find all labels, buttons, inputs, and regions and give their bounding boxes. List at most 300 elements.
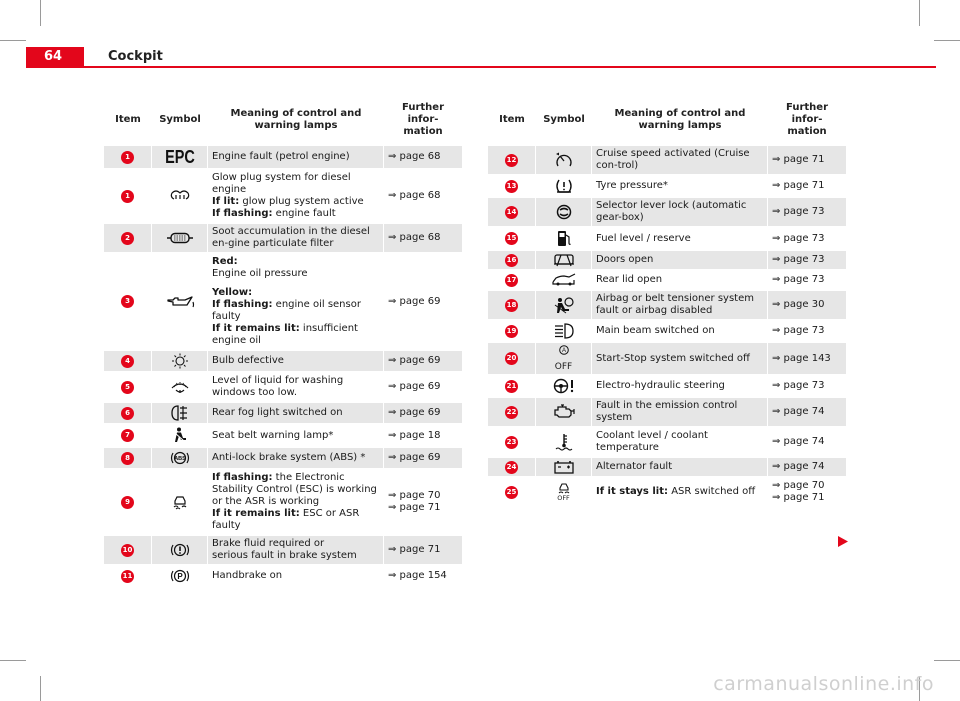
item-cell [104, 403, 152, 423]
meaning-line [212, 508, 379, 532]
page-reference-link[interactable]: ⇒ page 71 [388, 544, 441, 555]
further-info-cell [768, 251, 846, 269]
further-info-cell [768, 198, 846, 226]
crop-mark [934, 40, 960, 41]
symbol-cell [536, 478, 592, 506]
page-reference-link[interactable]: ⇒ page 73 [772, 254, 825, 265]
further-info-cell [384, 254, 462, 349]
meaning-text: Fuel level / reserve [596, 232, 691, 244]
item-number-badge: 2 [121, 232, 134, 245]
further-info-cell [768, 228, 846, 249]
crop-mark [0, 660, 26, 661]
item-cell [488, 228, 536, 249]
item-cell [104, 170, 152, 222]
meaning-text: engine fault [272, 208, 336, 219]
item-cell [488, 321, 536, 341]
table-row [104, 403, 462, 423]
column-header-meaning: Meaning of control and warning lamps [592, 100, 768, 144]
meaning-line [596, 293, 763, 317]
item-number-badge: 16 [505, 254, 518, 267]
meaning-cell [592, 478, 768, 506]
meaning-cell [592, 198, 768, 226]
meaning-cell [208, 284, 384, 349]
symbol-cell [536, 428, 592, 456]
meaning-text: Seat belt warning lamp* [212, 429, 334, 441]
page-reference-link[interactable]: ⇒ page 70 [388, 490, 441, 501]
meaning-line [212, 268, 379, 280]
symbol-cell [152, 425, 208, 446]
symbol-cell [152, 470, 208, 534]
meaning-text: ASR switched off [668, 486, 756, 497]
meaning-emphasis: Yellow: [212, 287, 253, 298]
main-beam-icon [540, 323, 587, 339]
table-row [104, 170, 462, 222]
glow-plug-icon [156, 190, 203, 202]
meaning-text: Engine oil pressure [212, 268, 308, 279]
meaning-line [596, 180, 763, 192]
item-number-badge: 24 [505, 461, 518, 474]
meaning-cell [208, 146, 384, 168]
page-reference-link[interactable]: ⇒ page 69 [388, 355, 441, 366]
item-number-badge: 11 [121, 570, 134, 583]
esc-icon [156, 494, 203, 510]
meaning-line [596, 400, 763, 424]
table-row [104, 448, 462, 468]
bulb-icon [156, 353, 203, 369]
page-reference-link[interactable]: ⇒ page 73 [772, 232, 825, 244]
symbol-cell [536, 228, 592, 249]
meaning-line [596, 200, 763, 224]
further-info-cell [384, 470, 462, 534]
item-number-badge: 23 [505, 436, 518, 449]
seat-belt-icon [156, 427, 203, 444]
meaning-emphasis: If lit: [212, 196, 240, 207]
column-header-further: Further infor-mation [384, 100, 462, 144]
meaning-text: Cruise speed activated (Cruise con-trol) [596, 148, 750, 171]
meaning-line [212, 538, 379, 550]
table-row [488, 176, 846, 196]
item-number-badge: 8 [121, 452, 134, 465]
meaning-cell [592, 271, 768, 289]
further-info-cell [384, 566, 462, 586]
selector-lever-lock-icon [540, 204, 587, 220]
column-header-symbol: Symbol [152, 100, 208, 144]
table-row [104, 425, 462, 446]
icon-caption: OFF [557, 494, 570, 503]
meaning-text: Airbag or belt tensioner system fault or airbag disabled [596, 293, 754, 316]
meaning-line [212, 430, 379, 442]
meaning-cell [592, 398, 768, 426]
meaning-text: Alternator fault [596, 461, 673, 472]
further-info-cell [768, 271, 846, 289]
meaning-text: Doors open [596, 254, 654, 265]
page-reference-link[interactable]: ⇒ page 68 [388, 190, 441, 201]
item-number-badge: 6 [121, 407, 134, 420]
symbol-cell [152, 146, 208, 168]
symbol-cell [152, 254, 208, 349]
meaning-text: Anti-lock brake system (ABS) * [212, 452, 366, 463]
symbol-cell [152, 373, 208, 401]
item-cell [488, 176, 536, 196]
meaning-text: Coolant level / coolant temperature [596, 430, 708, 453]
table-row [104, 566, 462, 586]
further-info-cell [768, 376, 846, 396]
meaning-text: Tyre pressure* [596, 180, 668, 191]
table-row [488, 376, 846, 396]
further-info-cell [384, 146, 462, 168]
further-info-cell [768, 398, 846, 426]
further-info-cell [384, 224, 462, 252]
warning-lamps-table-right [488, 98, 846, 508]
item-cell [488, 291, 536, 319]
crop-mark [919, 0, 920, 26]
fuel-pump-icon [540, 230, 587, 247]
symbol-cell [152, 170, 208, 222]
further-info-cell [768, 176, 846, 196]
abs-icon [156, 450, 203, 466]
meaning-line [212, 550, 379, 562]
item-cell [104, 254, 152, 349]
meaning-text: Start-Stop system switched off [596, 352, 750, 364]
meaning-cell [592, 321, 768, 341]
symbol-cell [536, 251, 592, 269]
table-row [104, 536, 462, 564]
page-title: Cockpit [108, 49, 163, 64]
meaning-cell [208, 403, 384, 423]
further-info-cell [768, 321, 846, 341]
svg-text:EPC: EPC [164, 148, 195, 166]
page-reference-link[interactable]: ⇒ page 69 [388, 295, 441, 307]
item-number-badge: 1 [121, 190, 134, 203]
page-reference-link[interactable]: ⇒ page 74 [772, 406, 825, 417]
meaning-cell [592, 428, 768, 456]
meaning-cell [208, 448, 384, 468]
symbol-cell [152, 448, 208, 468]
item-number-badge: 7 [121, 429, 134, 442]
item-number-badge: 10 [121, 544, 134, 557]
item-cell [488, 458, 536, 476]
header-rule [84, 66, 936, 68]
item-number-badge: 25 [505, 486, 518, 499]
meaning-line [212, 299, 379, 323]
item-number-badge: 4 [121, 355, 134, 368]
meaning-line [596, 254, 763, 266]
item-number-badge: 1 [121, 151, 134, 164]
item-number-badge: 15 [505, 232, 518, 245]
symbol-cell [152, 403, 208, 423]
item-cell [104, 448, 152, 468]
page-reference-link[interactable]: ⇒ page 73 [772, 380, 825, 391]
symbol-cell [152, 566, 208, 586]
meaning-cell [592, 458, 768, 476]
item-cell [488, 478, 536, 506]
page-reference-link[interactable]: ⇒ page 69 [388, 407, 441, 418]
meaning-cell [592, 291, 768, 319]
item-cell [488, 271, 536, 289]
symbol-cell [536, 146, 592, 174]
page-reference-link[interactable]: ⇒ page 71 [772, 154, 825, 165]
symbol-cell [536, 398, 592, 426]
item-cell [104, 146, 152, 168]
further-info-cell [768, 343, 846, 374]
meaning-line [212, 151, 379, 163]
meaning-text: Handbrake on [212, 570, 283, 581]
table-row [488, 458, 846, 476]
item-number-badge: 20 [505, 352, 518, 365]
page-reference-link[interactable]: ⇒ page 71 [772, 492, 825, 503]
meaning-cell [208, 425, 384, 446]
meaning-text: Bulb defective [212, 355, 284, 366]
icon-caption: OFF [554, 362, 573, 372]
meaning-text: Electro-hydraulic steering [596, 380, 725, 391]
page-reference-link[interactable]: ⇒ page 68 [388, 151, 441, 162]
meaning-line [212, 208, 379, 220]
meaning-cell [592, 176, 768, 196]
meaning-text: serious fault in brake system [212, 550, 357, 561]
item-cell [104, 373, 152, 401]
item-number-badge: 21 [505, 380, 518, 393]
item-number-badge: 14 [505, 206, 518, 219]
meaning-cell [592, 251, 768, 269]
item-number-badge: 12 [505, 154, 518, 167]
table-row [488, 321, 846, 341]
diesel-particulate-filter-icon [156, 232, 203, 244]
item-number-badge: 18 [505, 299, 518, 312]
meaning-text: insufficient engine oil [212, 323, 358, 346]
meaning-text: Soot accumulation in the diesel en-gine particulate filter [212, 226, 370, 249]
crop-mark [0, 40, 26, 41]
meaning-line [212, 256, 379, 268]
table-row [104, 373, 462, 401]
crop-mark [934, 660, 960, 661]
table-row [488, 251, 846, 269]
meaning-text: Rear fog light switched on [212, 407, 343, 418]
table-row [488, 198, 846, 226]
further-info-cell [384, 425, 462, 446]
meaning-line [212, 472, 379, 508]
tyre-pressure-icon [540, 178, 587, 194]
meaning-line [596, 461, 763, 473]
meaning-line [596, 148, 763, 172]
epc-icon [156, 148, 203, 166]
table-row [488, 478, 846, 506]
item-cell [104, 566, 152, 586]
page-reference-link[interactable]: ⇒ page 73 [772, 206, 825, 217]
page-reference-link[interactable]: ⇒ page 74 [772, 436, 825, 447]
further-info-cell [768, 458, 846, 476]
svg-text:ABS: ABS [173, 456, 186, 462]
rear-fog-light-icon [156, 405, 203, 421]
meaning-text: Level of liquid for washing windows too low. [212, 375, 344, 398]
symbol-cell [536, 291, 592, 319]
page-reference-link[interactable]: ⇒ page 154 [388, 570, 447, 581]
symbol-cell [536, 458, 592, 476]
meaning-emphasis: If it remains lit: [212, 323, 300, 334]
item-number-badge: 3 [121, 295, 134, 308]
column-header-further: Further infor-mation [768, 100, 846, 144]
meaning-cell [592, 343, 768, 374]
further-info-cell [384, 403, 462, 423]
meaning-line [596, 353, 763, 365]
further-info-cell [384, 536, 462, 564]
further-info-cell [384, 351, 462, 371]
item-cell [104, 470, 152, 534]
meaning-line [596, 233, 763, 245]
further-info-cell [768, 478, 846, 506]
page-reference-link[interactable]: ⇒ page 69 [388, 452, 441, 463]
item-cell [488, 146, 536, 174]
meaning-emphasis: If flashing: [212, 299, 273, 310]
meaning-text: Glow plug system for diesel engine [212, 172, 351, 195]
further-info-cell [768, 146, 846, 174]
symbol-cell [536, 376, 592, 396]
rear-lid-open-icon [540, 273, 587, 287]
column-header-item: Item [104, 100, 152, 144]
battery-icon [540, 460, 587, 474]
further-info-cell [384, 373, 462, 401]
item-cell [104, 536, 152, 564]
meaning-line [212, 407, 379, 419]
symbol-cell [536, 271, 592, 289]
meaning-text: ESC or ASR faulty [212, 508, 360, 531]
meaning-text: the Electronic Stability Control (ESC) is working or the ASR is working [212, 472, 377, 507]
meaning-emphasis: If it remains lit: [212, 508, 300, 519]
meaning-cell [592, 228, 768, 249]
watermark: carmanualsonline.info [713, 673, 934, 695]
page-reference-link[interactable]: ⇒ page 71 [772, 180, 825, 191]
meaning-text: Brake fluid required or [212, 538, 325, 549]
brake-warning-icon [156, 542, 203, 558]
item-cell [104, 224, 152, 252]
item-number-badge: 17 [505, 274, 518, 287]
page-reference-link[interactable]: ⇒ page 30 [772, 299, 825, 310]
meaning-line [212, 226, 379, 250]
table-row [488, 228, 846, 249]
airbag-icon [540, 297, 587, 314]
item-cell [488, 398, 536, 426]
column-header-symbol: Symbol [536, 100, 592, 144]
table-row [488, 291, 846, 319]
page-reference-link[interactable]: ⇒ page 71 [388, 502, 441, 513]
further-info-cell [768, 291, 846, 319]
svg-text:A: A [561, 348, 566, 354]
item-number-badge: 9 [121, 496, 134, 509]
symbol-cell [536, 198, 592, 226]
steering-warning-icon [540, 378, 587, 394]
meaning-line [596, 380, 763, 392]
table-row [104, 351, 462, 371]
item-cell [488, 428, 536, 456]
meaning-line [596, 430, 763, 454]
table-row [104, 254, 462, 282]
meaning-line [212, 570, 379, 582]
meaning-line [212, 375, 379, 399]
meaning-line [212, 172, 379, 196]
page-reference-link[interactable]: ⇒ page 73 [772, 274, 825, 285]
table-row [488, 398, 846, 426]
meaning-line [212, 196, 379, 208]
table-row [488, 271, 846, 289]
meaning-cell [208, 351, 384, 371]
meaning-text: glow plug system active [239, 196, 364, 207]
page-reference-link[interactable]: ⇒ page 69 [388, 381, 441, 392]
meaning-text: Engine fault (petrol engine) [212, 151, 350, 162]
meaning-line [212, 355, 379, 367]
column-header-item: Item [488, 100, 536, 144]
meaning-cell [208, 566, 384, 586]
symbol-cell [152, 536, 208, 564]
item-number-badge: 5 [121, 381, 134, 394]
meaning-cell [592, 146, 768, 174]
crop-mark [40, 676, 41, 701]
item-cell [488, 198, 536, 226]
further-info-cell [384, 170, 462, 222]
table-row [104, 146, 462, 168]
page-reference-link[interactable]: ⇒ page 70 [772, 480, 825, 491]
table-row [104, 470, 462, 534]
further-info-cell [384, 448, 462, 468]
warning-lamps-table-left [104, 98, 462, 588]
symbol-cell [536, 321, 592, 341]
item-cell [488, 343, 536, 374]
meaning-line [596, 325, 763, 337]
symbol-cell [536, 343, 592, 374]
column-header-meaning: Meaning of control and warning lamps [208, 100, 384, 144]
meaning-cell [208, 170, 384, 222]
table-row [488, 343, 846, 374]
meaning-line [212, 452, 379, 464]
meaning-text: Main beam switched on [596, 325, 715, 336]
meaning-cell [208, 470, 384, 534]
page-number: 64 [44, 49, 63, 64]
page-reference-link[interactable]: ⇒ page 143 [772, 352, 831, 364]
oil-can-icon [156, 295, 203, 309]
item-cell [104, 425, 152, 446]
page-reference-link[interactable]: ⇒ page 68 [388, 232, 441, 243]
svg-text:P: P [176, 572, 183, 581]
symbol-cell [536, 176, 592, 196]
meaning-text: Fault in the emission control system [596, 400, 738, 423]
symbol-cell [152, 351, 208, 371]
meaning-cell [208, 254, 384, 282]
table-row [104, 224, 462, 252]
item-number-badge: 19 [505, 325, 518, 338]
item-number-badge: 22 [505, 406, 518, 419]
table-row [488, 428, 846, 456]
meaning-cell [208, 536, 384, 564]
item-number-badge: 13 [505, 180, 518, 193]
meaning-cell [208, 373, 384, 401]
door-open-icon [540, 253, 587, 267]
page-reference-link[interactable]: ⇒ page 73 [772, 325, 825, 336]
meaning-text: engine oil sensor faulty [212, 299, 361, 322]
meaning-emphasis: Red: [212, 256, 238, 267]
further-info-cell [768, 428, 846, 456]
page-reference-link[interactable]: ⇒ page 18 [388, 429, 441, 441]
coolant-icon [540, 433, 587, 451]
meaning-line [212, 323, 379, 347]
meaning-line [596, 486, 763, 498]
meaning-text: Selector lever lock (automatic gear-box) [596, 200, 747, 223]
handbrake-icon [156, 568, 203, 584]
page-reference-link[interactable]: ⇒ page 74 [772, 461, 825, 472]
item-cell [488, 376, 536, 396]
continue-arrow-icon [838, 536, 848, 547]
item-cell [104, 351, 152, 371]
meaning-emphasis: If flashing: [212, 472, 273, 483]
start-stop-off-icon [540, 345, 587, 363]
meaning-line [596, 274, 763, 286]
